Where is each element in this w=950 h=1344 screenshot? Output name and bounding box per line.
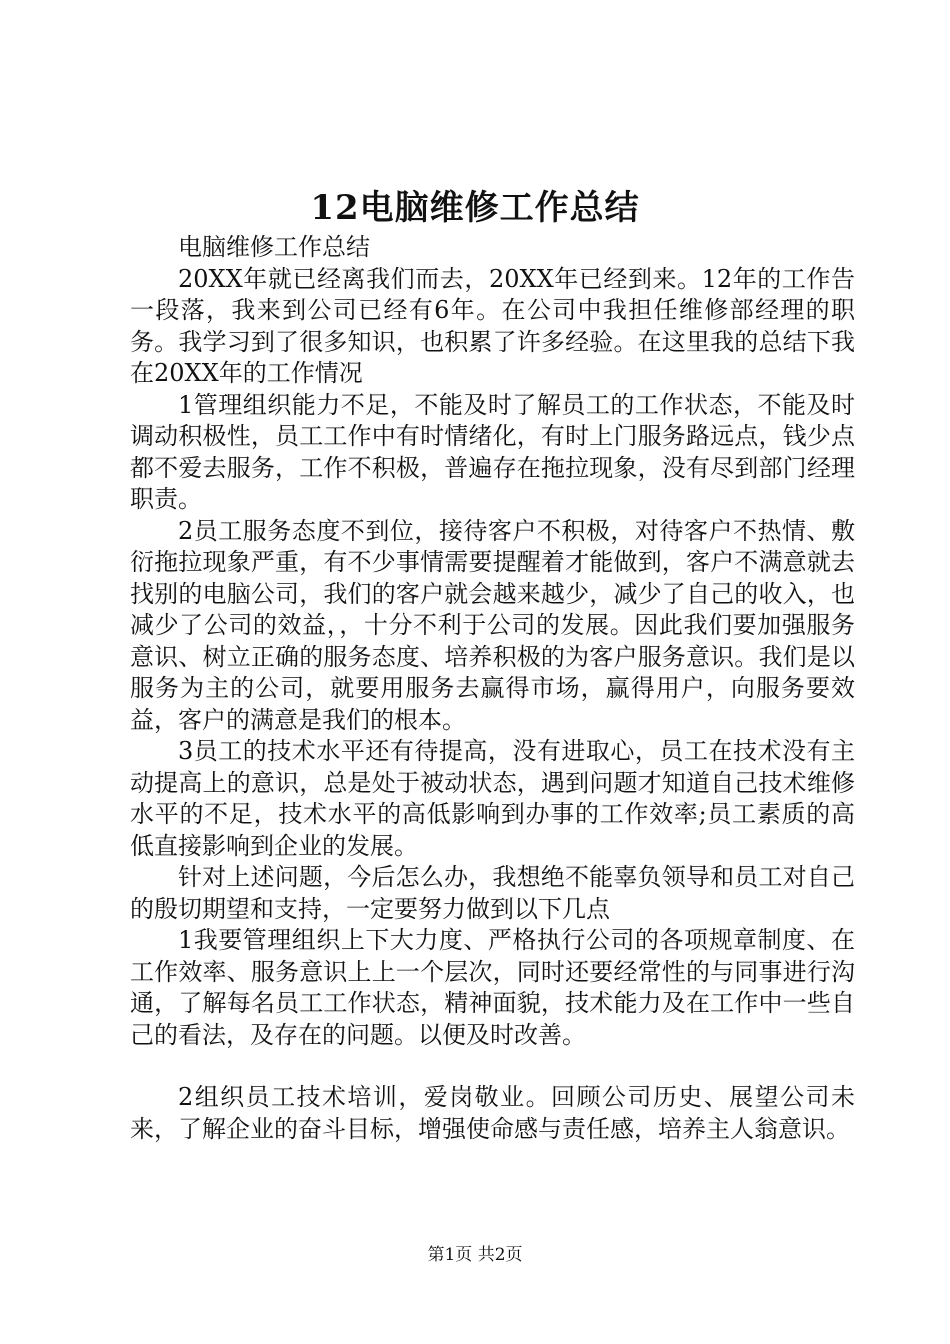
- paragraph-plan-intro: 针对上述问题，今后怎么办，我想绝不能辜负领导和员工对自己的殷切期望和支持，一定要努力做到以下几点: [130, 863, 855, 923]
- paragraph-intro: 20XX年就已经离我们而去，20XX年已经到来。12年的工作告一段落，我来到公司已经有6年。在公司中我担任维修部经理的职务。我学习到了很多知识，也积累了许多经验。在这里我的总结下我在20XX年的工作情况: [130, 264, 855, 387]
- document-title: 12电脑维修工作总结: [310, 188, 640, 228]
- paragraph-plan-2: 2组织员工技术培训，爱岗敬业。回顾公司历史、展望公司未来，了解企业的奋斗目标，增强使命感与责任感，培养主人翁意识。: [130, 1083, 855, 1143]
- paragraph-issue-3: 3员工的技术水平还有待提高，没有进取心，员工在技术没有主动提高上的意识，总是处于被动状态，遇到问题才知道自己技术维修水平的不足，技术水平的高低影响到办事的工作效率;员工素质的高低直接影响到企业的发展。: [130, 737, 855, 860]
- paragraph-issue-1: 1管理组织能力不足，不能及时了解员工的工作状态，不能及时调动积极性，员工工作中有时情绪化，有时上门服务路远点，钱少点都不爱去服务，工作不积极，普遍存在拖拉现象，没有尽到部门经理职责。: [130, 390, 855, 513]
- paragraph-plan-1: 1我要管理组织上下大力度、严格执行公司的各项规章制度、在工作效率、服务意识上上一个层次，同时还要经常性的与同事进行沟通，了解每名员工工作状态，精神面貌，技术能力及在工作中一些自己的看法，及存在的问题。以便及时改善。: [130, 926, 855, 1049]
- document-body: [130, 232, 855, 1145]
- page-footer: 第1页 共2页: [427, 1245, 523, 1265]
- paragraph-subtitle: 电脑维修工作总结: [178, 233, 370, 261]
- paragraph-issue-2: 2员工服务态度不到位，接待客户不积极，对待客户不热情、敷衍拖拉现象严重，有不少事情需要提醒着才能做到，客户不满意就去找别的电脑公司，我们的客户就会越来越少，减少了自己的收入，也减少了公司的效益，，十分不利于公司的发展。因此我们要加强服务意识、树立正确的服务态度、培养积极的为客户服务意识。我们是以服务为主的公司，就要用服务去赢得市场，赢得用户，向服务要效益，客户的满意是我们的根本。: [130, 516, 855, 734]
